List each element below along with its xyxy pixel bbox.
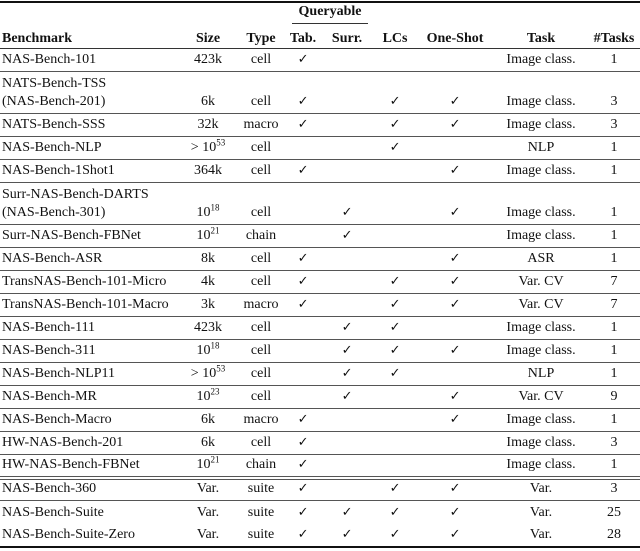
one-shot-check-icon: ✓ — [416, 183, 494, 225]
size-cell — [180, 317, 236, 340]
table-row — [0, 248, 640, 271]
lcs-check-icon: ✓ — [374, 317, 416, 340]
size-value: 423k — [194, 52, 222, 67]
header-spacer — [0, 2, 286, 26]
one-shot-check-icon: ✓ — [416, 114, 494, 137]
surr-check-icon: ✓ — [320, 340, 374, 363]
size-cell — [180, 409, 236, 432]
col-header-benchmark: Benchmark — [0, 26, 180, 49]
surr-check-icon: ✓ — [320, 183, 374, 225]
one-shot-check-icon: ✓ — [416, 524, 494, 547]
size-value: > 10 — [190, 366, 217, 381]
type-cell: cell — [236, 49, 286, 72]
surr-check-icon: ✓ — [320, 317, 374, 340]
benchmark-name: NAS-Bench-360 — [0, 478, 180, 501]
type-cell: suite — [247, 504, 275, 520]
one-shot-check-icon: ✓ — [416, 340, 494, 363]
table-row — [0, 524, 640, 547]
tab-check-icon: ✓ — [286, 248, 320, 271]
benchmark-name: NAS-Bench-NLP — [0, 137, 180, 160]
num-tasks-cell: 3 — [588, 432, 640, 455]
one-shot-check-icon: ✓ — [416, 386, 494, 409]
table-row — [0, 432, 640, 455]
num-tasks-cell: 1 — [588, 340, 640, 363]
benchmark-name: Surr-NAS-Bench-DARTS (NAS-Bench-301) — [0, 183, 180, 225]
surr-check-icon — [320, 114, 374, 137]
size-exponent: 18 — [210, 202, 220, 213]
benchmark-name: NAS-Bench-1Shot1 — [0, 160, 180, 183]
lcs-check-icon: ✓ — [374, 478, 416, 501]
num-tasks-cell: 1 — [588, 317, 640, 340]
benchmark-table — [0, 1, 640, 548]
benchmark-name: HW-NAS-Bench-FBNet — [0, 455, 180, 478]
task-cell: Var. CV — [494, 271, 588, 294]
one-shot-check-icon: ✓ — [416, 409, 494, 432]
col-header-surr: Surr. — [320, 26, 374, 49]
surr-check-icon — [320, 271, 374, 294]
task-cell: Image class. — [494, 72, 588, 114]
type-cell: cell — [236, 386, 286, 409]
col-header-tab: Tab. — [286, 26, 320, 49]
tab-check-icon: ✓ — [286, 72, 320, 114]
lcs-check-icon — [374, 225, 416, 248]
benchmark-name: NAS-Bench-NLP11 — [0, 363, 180, 386]
lcs-check-icon: ✓ — [374, 524, 416, 547]
surr-check-icon: ✓ — [320, 363, 374, 386]
type-cell: macro — [236, 114, 286, 137]
surr-check-icon: ✓ — [320, 524, 374, 547]
surr-check-icon — [320, 432, 374, 455]
size-cell — [180, 183, 236, 225]
one-shot-check-icon: ✓ — [416, 271, 494, 294]
one-shot-check-icon: ✓ — [416, 294, 494, 317]
table-row — [0, 386, 640, 409]
size-value: 423k — [194, 320, 222, 335]
task-cell: Image class. — [494, 225, 588, 248]
table-row — [0, 478, 640, 501]
size-cell — [180, 49, 236, 72]
size-value: 10 — [196, 228, 211, 243]
table-row — [0, 455, 640, 478]
size-exponent: 21 — [210, 453, 220, 464]
task-cell: Image class. — [494, 114, 588, 137]
num-tasks-cell: 1 — [588, 137, 640, 160]
task-cell: Image class. — [494, 455, 588, 478]
surr-check-icon — [320, 409, 374, 432]
lcs-check-icon — [374, 183, 416, 225]
benchmark-name: NATS-Bench-SSS — [0, 114, 180, 137]
size-cell — [180, 225, 236, 248]
num-tasks-cell: 3 — [588, 114, 640, 137]
one-shot-check-icon: ✓ — [449, 504, 461, 520]
task-cell: Image class. — [494, 340, 588, 363]
size-value: 8k — [201, 251, 215, 266]
type-cell: chain — [236, 225, 286, 248]
task-cell: Var. — [494, 478, 588, 501]
num-tasks-cell: 1 — [588, 49, 640, 72]
size-cell — [180, 386, 236, 409]
size-cell — [180, 501, 236, 524]
one-shot-check-icon: ✓ — [416, 72, 494, 114]
task-cell: Image class. — [494, 183, 588, 225]
lcs-check-icon: ✓ — [374, 271, 416, 294]
type-cell: suite — [236, 478, 286, 501]
num-tasks-cell: 1 — [588, 248, 640, 271]
table-row — [0, 271, 640, 294]
type-cell: macro — [236, 409, 286, 432]
table-row — [0, 160, 640, 183]
benchmark-name: TransNAS-Bench-101-Macro — [0, 294, 180, 317]
type-cell: cell — [236, 271, 286, 294]
col-header-one-shot: One-Shot — [416, 26, 494, 49]
num-tasks-cell: 7 — [588, 294, 640, 317]
tab-check-icon — [286, 183, 320, 225]
benchmark-name: NAS-Bench-ASR — [0, 248, 180, 271]
surr-check-icon — [320, 160, 374, 183]
size-value: 6k — [201, 412, 215, 427]
size-exponent: 23 — [210, 386, 220, 397]
size-value: > 10 — [190, 140, 217, 155]
one-shot-check-icon: ✓ — [416, 248, 494, 271]
surr-check-icon — [320, 72, 374, 114]
task-cell: ASR — [494, 248, 588, 271]
size-cell — [180, 114, 236, 137]
queryable-label: Queryable — [292, 3, 368, 24]
lcs-check-icon: ✓ — [374, 340, 416, 363]
benchmark-name: NAS-Bench-MR — [0, 386, 180, 409]
tab-check-icon: ✓ — [297, 504, 309, 520]
queryable-group-header — [286, 2, 374, 26]
num-tasks-cell: 1 — [588, 160, 640, 183]
table-row — [0, 183, 640, 225]
size-cell — [180, 340, 236, 363]
one-shot-check-icon — [416, 317, 494, 340]
size-value: Var. — [196, 504, 220, 520]
benchmark-name: NATS-Bench-TSS (NAS-Bench-201) — [0, 72, 180, 114]
lcs-check-icon — [374, 386, 416, 409]
surr-check-icon — [320, 294, 374, 317]
num-tasks-cell: 28 — [588, 524, 640, 547]
tab-check-icon — [286, 317, 320, 340]
num-tasks-cell: 1 — [588, 455, 640, 478]
benchmark-name: TransNAS-Bench-101-Micro — [0, 271, 180, 294]
size-value: 6k — [201, 435, 215, 450]
col-header-size: Size — [180, 26, 236, 49]
num-tasks-cell: 1 — [588, 225, 640, 248]
size-value: 10 — [196, 389, 211, 404]
surr-check-icon: ✓ — [341, 504, 353, 520]
lcs-check-icon: ✓ — [374, 72, 416, 114]
table-row — [0, 294, 640, 317]
one-shot-check-icon — [416, 432, 494, 455]
task-cell: Image class. — [494, 160, 588, 183]
lcs-check-icon — [374, 409, 416, 432]
type-cell: cell — [236, 340, 286, 363]
surr-check-icon — [320, 478, 374, 501]
tab-check-icon: ✓ — [286, 524, 320, 547]
tab-check-icon: ✓ — [286, 271, 320, 294]
task-cell: Var. — [494, 524, 588, 547]
type-cell: cell — [236, 317, 286, 340]
lcs-check-icon — [374, 432, 416, 455]
size-exponent: 21 — [210, 225, 220, 236]
lcs-check-icon: ✓ — [389, 504, 401, 520]
size-cell — [180, 524, 236, 547]
table-row — [0, 49, 640, 72]
benchmark-name: NAS-Bench-101 — [0, 49, 180, 72]
size-exponent: 53 — [216, 363, 226, 374]
size-value: 4k — [201, 274, 215, 289]
benchmark-name: NAS-Bench-Suite-Zero — [0, 524, 180, 547]
task-cell: NLP — [494, 363, 588, 386]
benchmark-name: NAS-Bench-111 — [0, 317, 180, 340]
benchmark-name: NAS-Bench-Macro — [0, 409, 180, 432]
size-value: 364k — [194, 163, 222, 178]
tab-check-icon: ✓ — [286, 409, 320, 432]
type-cell: cell — [236, 363, 286, 386]
size-cell — [180, 294, 236, 317]
lcs-check-icon — [374, 160, 416, 183]
task-cell: Image class. — [494, 409, 588, 432]
one-shot-check-icon — [416, 49, 494, 72]
size-cell — [180, 160, 236, 183]
size-value: 10 — [196, 205, 211, 220]
size-value: Var. — [196, 481, 220, 496]
num-tasks-cell: 3 — [588, 72, 640, 114]
num-tasks-cell: 1 — [588, 363, 640, 386]
type-cell: cell — [236, 248, 286, 271]
tab-check-icon — [286, 137, 320, 160]
benchmark-name: Surr-NAS-Bench-FBNet — [0, 225, 180, 248]
type-cell: cell — [236, 137, 286, 160]
table-row — [0, 317, 640, 340]
size-cell — [180, 137, 236, 160]
table-row — [0, 72, 640, 114]
table-row — [0, 501, 640, 524]
num-tasks-cell: 3 — [588, 478, 640, 501]
lcs-check-icon: ✓ — [374, 363, 416, 386]
lcs-check-icon: ✓ — [374, 294, 416, 317]
task-cell: Image class. — [494, 432, 588, 455]
col-header-num-tasks: #Tasks — [588, 26, 640, 49]
table-row — [0, 225, 640, 248]
size-value: 3k — [201, 297, 215, 312]
table-body — [0, 49, 640, 547]
tab-check-icon: ✓ — [286, 114, 320, 137]
col-header-lcs: LCs — [374, 26, 416, 49]
type-cell: cell — [236, 183, 286, 225]
tab-check-icon — [286, 340, 320, 363]
tab-check-icon: ✓ — [286, 455, 320, 478]
size-value: 10 — [196, 343, 211, 358]
size-cell — [180, 363, 236, 386]
surr-check-icon — [320, 455, 374, 478]
size-value: 10 — [196, 456, 211, 472]
one-shot-check-icon — [416, 363, 494, 386]
tab-check-icon — [286, 225, 320, 248]
size-value: 6k — [201, 94, 215, 109]
type-cell: chain — [236, 455, 286, 478]
type-cell: suite — [236, 524, 286, 547]
col-header-type: Type — [236, 26, 286, 49]
size-value: Var. — [196, 526, 220, 542]
num-tasks-cell: 25 — [607, 504, 622, 520]
tab-check-icon: ✓ — [286, 432, 320, 455]
type-cell: macro — [236, 294, 286, 317]
task-cell: Image class. — [494, 49, 588, 72]
lcs-check-icon — [374, 248, 416, 271]
num-tasks-cell: 9 — [588, 386, 640, 409]
one-shot-check-icon: ✓ — [416, 478, 494, 501]
size-value: 32k — [197, 117, 219, 132]
size-cell — [180, 432, 236, 455]
tab-check-icon — [286, 386, 320, 409]
surr-check-icon — [320, 137, 374, 160]
one-shot-check-icon — [416, 455, 494, 478]
task-cell: Var. — [529, 504, 553, 520]
tab-check-icon: ✓ — [286, 478, 320, 501]
size-cell — [180, 478, 236, 501]
tab-check-icon: ✓ — [286, 294, 320, 317]
table-row — [0, 409, 640, 432]
type-cell: cell — [236, 72, 286, 114]
col-header-task: Task — [494, 26, 588, 49]
tab-check-icon — [286, 363, 320, 386]
benchmark-name: NAS-Bench-Suite — [2, 504, 104, 520]
lcs-check-icon — [374, 49, 416, 72]
size-exponent: 53 — [216, 137, 226, 148]
header-spacer — [374, 2, 640, 26]
num-tasks-cell: 7 — [588, 271, 640, 294]
size-cell — [180, 455, 236, 478]
lcs-check-icon: ✓ — [374, 114, 416, 137]
size-cell — [180, 248, 236, 271]
tab-check-icon: ✓ — [286, 49, 320, 72]
task-cell: Var. CV — [494, 386, 588, 409]
task-cell: Var. CV — [494, 294, 588, 317]
surr-check-icon: ✓ — [320, 386, 374, 409]
one-shot-check-icon — [416, 225, 494, 248]
one-shot-check-icon: ✓ — [416, 160, 494, 183]
surr-check-icon — [320, 248, 374, 271]
lcs-check-icon: ✓ — [374, 137, 416, 160]
size-exponent: 18 — [210, 340, 220, 351]
table-row — [0, 363, 640, 386]
task-cell: NLP — [494, 137, 588, 160]
table-row — [0, 340, 640, 363]
task-cell: Image class. — [494, 317, 588, 340]
table-row — [0, 137, 640, 160]
size-cell — [180, 72, 236, 114]
benchmark-name: NAS-Bench-311 — [0, 340, 180, 363]
table-row — [0, 114, 640, 137]
type-cell: cell — [236, 432, 286, 455]
one-shot-check-icon — [416, 137, 494, 160]
surr-check-icon — [320, 49, 374, 72]
surr-check-icon: ✓ — [320, 225, 374, 248]
num-tasks-cell: 1 — [588, 409, 640, 432]
lcs-check-icon — [374, 455, 416, 478]
size-cell — [180, 271, 236, 294]
num-tasks-cell: 1 — [588, 183, 640, 225]
benchmark-name: HW-NAS-Bench-201 — [0, 432, 180, 455]
type-cell: cell — [236, 160, 286, 183]
tab-check-icon: ✓ — [286, 160, 320, 183]
